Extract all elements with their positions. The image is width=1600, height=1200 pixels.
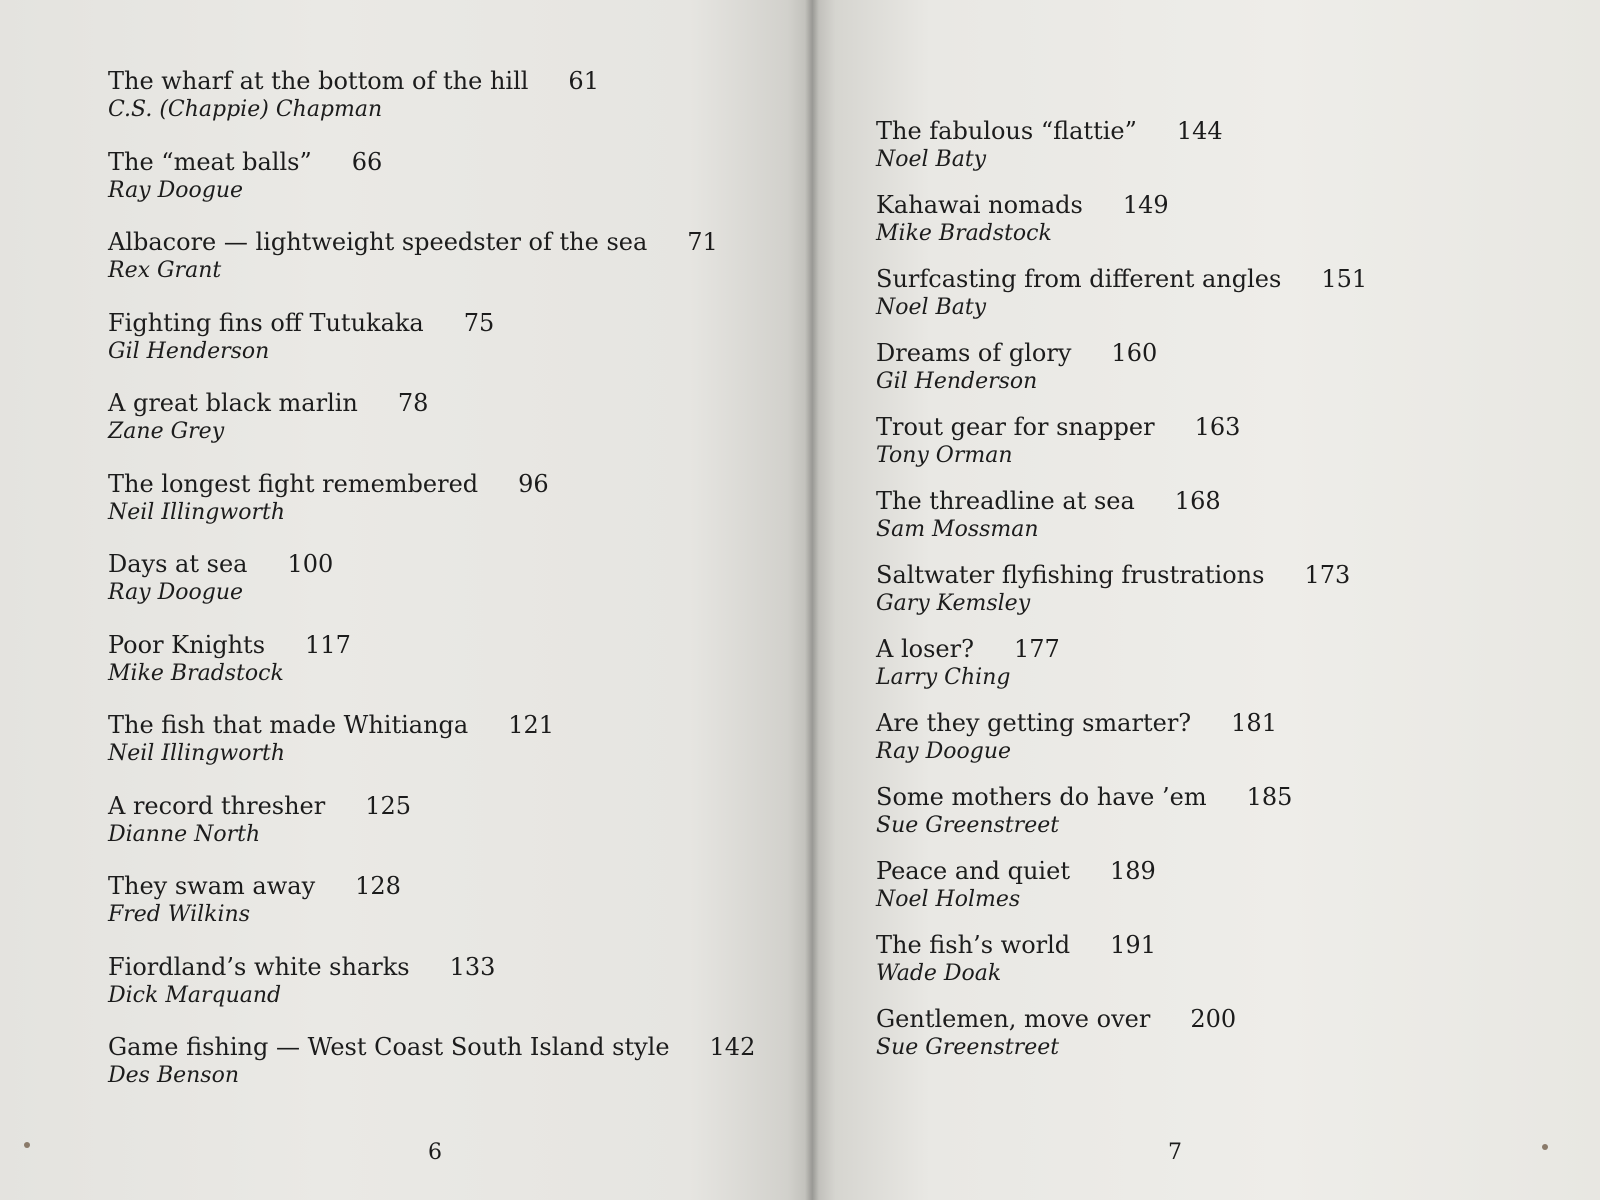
entry-title-line — [108, 952, 755, 982]
entry-page-number: 200 — [1190, 1005, 1237, 1033]
contents-entry — [108, 630, 755, 711]
entry-page-number: 151 — [1321, 265, 1368, 293]
entry-title: The threadline at sea — [876, 487, 1135, 515]
contents-entry — [108, 227, 755, 308]
paper-speck — [1542, 1144, 1548, 1150]
contents-entry — [108, 871, 755, 952]
entry-author: Mike Bradstock — [876, 221, 1052, 246]
entry-author: Gil Henderson — [108, 338, 270, 364]
contents-entry — [108, 308, 755, 389]
entry-page-number: 163 — [1194, 413, 1241, 441]
entry-page-number: 125 — [365, 791, 412, 820]
page-number-left: 6 — [428, 1140, 442, 1165]
contents-entry — [108, 388, 755, 469]
entry-title-line — [876, 708, 1367, 738]
contents-entry — [876, 190, 1367, 264]
entry-page-number: 177 — [1013, 635, 1060, 663]
entry-author: Ray Doogue — [108, 177, 244, 203]
entry-title-line — [108, 469, 755, 499]
entry-title-line — [876, 338, 1367, 368]
entry-title: Dreams of glory — [876, 339, 1072, 367]
entry-author: Sue Greenstreet — [876, 813, 1060, 838]
entry-title: Some mothers do have ’em — [876, 783, 1207, 811]
entry-page-number: 71 — [687, 228, 718, 256]
entry-page-number: 168 — [1174, 487, 1221, 515]
entry-title: Peace and quiet — [876, 857, 1070, 885]
contents-entry — [876, 634, 1367, 708]
entry-title: The fabulous “flattie” — [876, 117, 1137, 145]
contents-entry — [876, 560, 1367, 634]
entry-page-number: 128 — [355, 872, 401, 900]
entry-title-line — [876, 190, 1367, 220]
entry-page-number: 100 — [287, 550, 334, 578]
entry-author: Fred Wilkins — [108, 902, 251, 927]
entry-title-line — [876, 1004, 1367, 1034]
entry-page-number: 78 — [397, 389, 429, 417]
entry-title: The wharf at the bottom of the hill — [108, 67, 529, 95]
entry-author: Sam Mossman — [876, 517, 1039, 542]
entry-title-line — [108, 388, 755, 418]
contents-entry — [108, 710, 755, 791]
entry-title-line — [108, 1032, 755, 1062]
entry-page-number: 181 — [1231, 709, 1277, 737]
entry-page-number: 185 — [1246, 783, 1293, 811]
entry-author: Gil Henderson — [876, 369, 1038, 394]
entry-title-line — [876, 486, 1367, 516]
entry-title: The longest fight remembered — [108, 469, 479, 498]
entry-author: Noel Baty — [876, 147, 987, 172]
entry-title-line — [876, 930, 1367, 960]
entry-author: Tony Orman — [876, 443, 1013, 468]
page-number-right: 7 — [1168, 1140, 1182, 1165]
contents-entry — [876, 264, 1367, 338]
entry-title: Days at sea — [108, 550, 248, 578]
entry-page-number: 149 — [1122, 191, 1169, 219]
contents-entry — [108, 66, 755, 147]
entry-page-number: 121 — [508, 711, 555, 739]
entry-page-number: 117 — [305, 630, 351, 659]
entry-page-number: 61 — [568, 67, 599, 95]
entry-author: Larry Ching — [876, 665, 1011, 690]
contents-entry — [876, 412, 1367, 486]
entry-author: Rex Grant — [108, 258, 222, 283]
entry-page-number: 144 — [1176, 117, 1223, 145]
contents-entry — [108, 1032, 755, 1113]
entry-title-line — [108, 871, 755, 901]
entry-page-number: 142 — [709, 1033, 756, 1061]
entry-title-line — [876, 264, 1367, 294]
entry-title-line — [876, 560, 1367, 590]
entry-title: Gentlemen, move over — [876, 1005, 1151, 1033]
entry-title: A loser? — [876, 635, 974, 663]
entry-page-number: 66 — [351, 147, 383, 176]
entry-title: Albacore — lightweight speedster of the sea — [108, 228, 648, 256]
entry-page-number: 189 — [1109, 857, 1156, 885]
entry-author: Dick Marquand — [108, 982, 282, 1008]
book-spine — [805, 0, 819, 1200]
contents-entry — [876, 782, 1367, 856]
entry-title: The fish that made Whitianga — [108, 711, 469, 739]
entry-author: Ray Doogue — [108, 580, 244, 605]
entry-author: Noel Baty — [876, 295, 987, 320]
contents-entry — [876, 930, 1367, 1004]
entry-author: Wade Doak — [876, 961, 1002, 986]
contents-entry — [108, 147, 755, 228]
entry-title: The “meat balls” — [108, 147, 312, 176]
entry-title-line — [108, 549, 755, 579]
entry-title: The fish’s world — [876, 931, 1071, 959]
contents-entry — [108, 469, 755, 550]
entry-author: Mike Bradstock — [108, 660, 284, 686]
entry-title-line — [108, 791, 755, 821]
contents-entry — [876, 338, 1367, 412]
entry-title-line — [108, 66, 755, 96]
entry-author: Ray Doogue — [876, 739, 1012, 764]
entry-title-line — [108, 227, 755, 257]
entry-page-number: 133 — [449, 952, 496, 981]
paper-speck — [24, 1142, 30, 1148]
entry-author: Des Benson — [108, 1063, 240, 1088]
entry-page-number: 191 — [1110, 931, 1156, 959]
entry-title: A record thresher — [108, 791, 326, 820]
entry-title: They swam away — [108, 872, 316, 900]
entry-title: Kahawai nomads — [876, 191, 1083, 219]
contents-entry — [108, 791, 755, 872]
contents-entry — [108, 549, 755, 630]
entry-title-line — [108, 710, 755, 740]
contents-entry — [108, 952, 755, 1033]
entry-title-line — [876, 634, 1367, 664]
entry-title: Surfcasting from different angles — [876, 265, 1282, 293]
entry-title-line — [876, 782, 1367, 812]
entry-author: Dianne North — [108, 821, 261, 847]
entry-title: Poor Knights — [108, 630, 266, 659]
contents-entry — [876, 1004, 1367, 1078]
contents-entry — [876, 708, 1367, 782]
entry-title: A great black marlin — [108, 389, 358, 417]
entry-title: Game fishing — West Coast South Island style — [108, 1033, 670, 1061]
entry-title-line — [876, 116, 1367, 146]
entry-title: Trout gear for snapper — [876, 413, 1155, 441]
entry-author: Neil Illingworth — [108, 741, 285, 766]
entry-title-line — [108, 630, 755, 660]
entry-title-line — [108, 147, 755, 177]
entry-author: Noel Holmes — [876, 887, 1021, 912]
entry-author: C.S. (Chappie) Chapman — [108, 97, 383, 122]
entry-author: Sue Greenstreet — [876, 1035, 1060, 1060]
entry-title-line — [876, 412, 1367, 442]
contents-list-right — [876, 116, 1367, 1078]
entry-page-number: 160 — [1111, 339, 1158, 367]
right-page — [812, 0, 1600, 1200]
entry-title-line — [108, 308, 755, 338]
entry-title: Saltwater flyfishing frustrations — [876, 561, 1265, 589]
entry-title: Fighting fins off Tutukaka — [108, 308, 424, 337]
entry-title-line — [876, 856, 1367, 886]
entry-title: Are they getting smarter? — [876, 709, 1192, 737]
entry-page-number: 173 — [1304, 561, 1351, 589]
entry-page-number: 75 — [463, 308, 495, 337]
entry-author: Zane Grey — [108, 419, 225, 444]
entry-page-number: 96 — [518, 469, 549, 498]
contents-list-left — [108, 66, 755, 1113]
contents-entry — [876, 116, 1367, 190]
contents-entry — [876, 856, 1367, 930]
entry-author: Gary Kemsley — [876, 591, 1031, 616]
contents-entry — [876, 486, 1367, 560]
entry-author: Neil Illingworth — [108, 499, 285, 525]
entry-title: Fiordland’s white sharks — [108, 952, 410, 981]
